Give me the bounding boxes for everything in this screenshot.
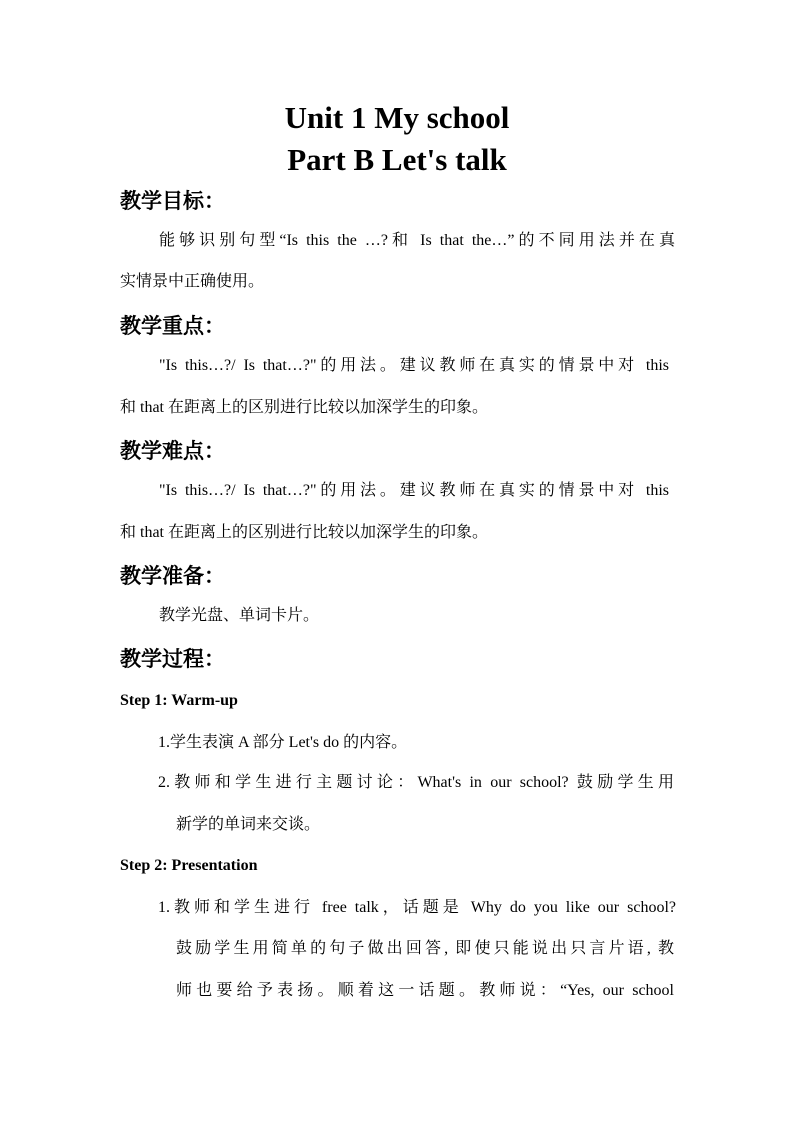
process-heading: 教学过程： xyxy=(120,647,225,671)
difficulties-line-2: 和 that 在距离上的区别进行比较以加深学生的印象。 xyxy=(120,524,488,541)
key-points-heading: 教学重点： xyxy=(120,314,225,338)
key-points-line-2: 和 that 在距离上的区别进行比较以加深学生的印象。 xyxy=(120,399,488,416)
key-points-line-1: "Is this…?/ Is that…?"的用法。建议教师在真实的情景中对 this xyxy=(159,357,669,374)
difficulties-line-1: "Is this…?/ Is that…?"的用法。建议教师在真实的情景中对 this xyxy=(159,482,669,499)
document-title: Unit 1 My school xyxy=(284,100,510,135)
objectives-line-1: 能够识别句型“Is this the …?和 Is that the…”的不同用法并在真 xyxy=(159,232,675,249)
step2-title: Step 2: Presentation xyxy=(120,857,258,874)
step1-title: Step 1: Warm-up xyxy=(120,692,238,709)
step1-item-2-cont: 新学的单词来交谈。 xyxy=(176,816,321,833)
step2-item-1-cont-2: 师也要给予表扬。顺着这一话题。教师说：“Yes, our school xyxy=(176,982,674,999)
step2-item-1: 1.教师和学生进行 free talk，话题是 Why do you like our school? xyxy=(158,899,676,916)
objectives-line-2: 实情景中正确使用。 xyxy=(120,273,265,290)
preparation-line-1: 教学光盘、单词卡片。 xyxy=(159,607,320,624)
step1-item-2: 2.教师和学生进行主题讨论：What's in our school? 鼓励学生用 xyxy=(158,774,674,791)
document-subtitle: Part B Let's talk xyxy=(287,142,507,177)
preparation-heading: 教学准备： xyxy=(120,564,225,588)
step2-item-1-cont-1: 鼓励学生用简单的句子做出回答, 即使只能说出只言片语, 教 xyxy=(176,940,674,957)
objectives-heading: 教学目标： xyxy=(120,189,225,213)
step1-item-1: 1.学生表演 A 部分 Let's do 的内容。 xyxy=(158,734,408,751)
difficulties-heading: 教学难点： xyxy=(120,439,225,463)
